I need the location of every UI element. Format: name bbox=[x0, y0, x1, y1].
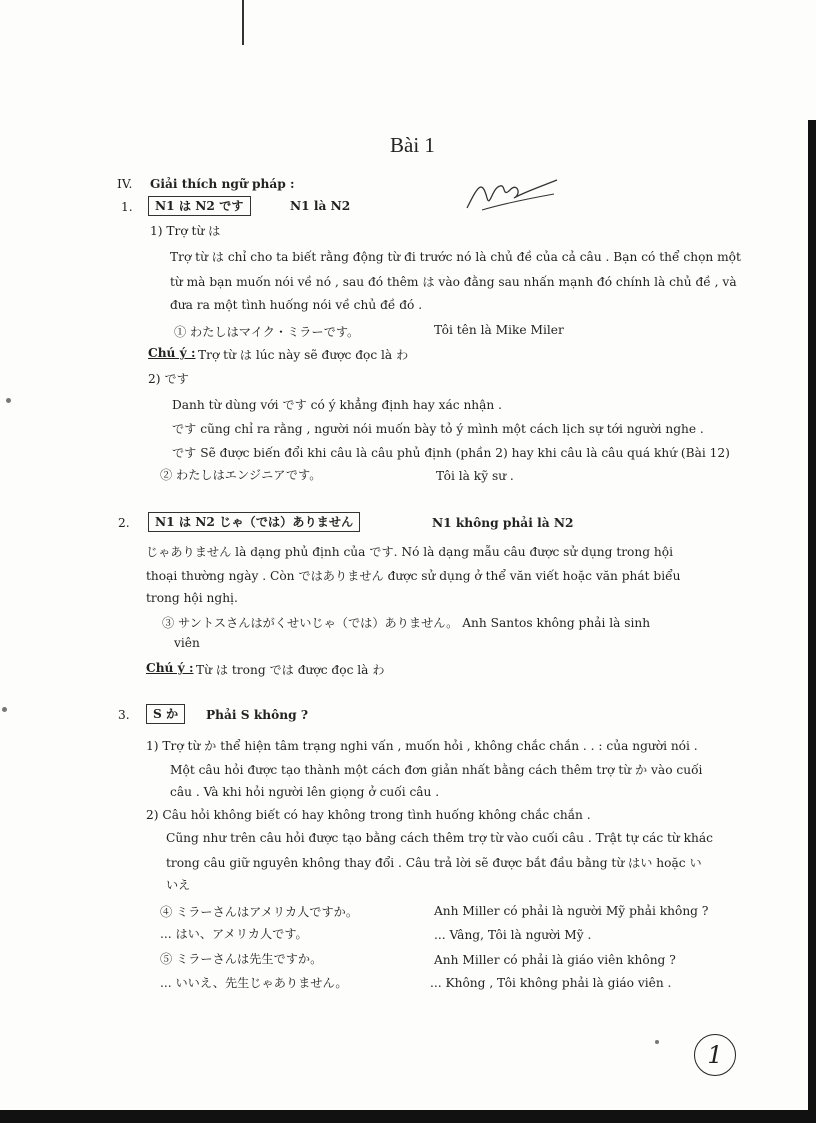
grammar-3-pattern: S か bbox=[146, 704, 185, 724]
scan-speck bbox=[6, 398, 11, 403]
example-2-vi: Tôi là kỹ sư . bbox=[436, 469, 514, 483]
grammar-3-line: 1) Trợ từ か thể hiện tâm trạng nghi vấn , muốn hỏi , không chắc chắn . . : của người nói . bbox=[146, 739, 698, 753]
grammar-2-meaning: N1 không phải là N2 bbox=[432, 516, 574, 530]
grammar-1-sub1-label: 1) Trợ từ は bbox=[150, 224, 221, 238]
grammar-3-number: 3. bbox=[118, 708, 130, 722]
grammar-2-line: じゃありません là dạng phủ định của です. Nó là dạng mẫu câu được sử dụng trong hội bbox=[146, 545, 673, 559]
example-2-jp: ② わたしはエンジニアです。 bbox=[160, 468, 322, 482]
note-1-label: Chú ý : bbox=[148, 346, 196, 360]
note-2-label: Chú ý : bbox=[146, 661, 194, 675]
grammar-1-line: です cũng chỉ ra rằng , người nói muốn bày tỏ ý mình một cách lịch sự tới người nghe . bbox=[172, 422, 704, 436]
scan-edge-right bbox=[808, 120, 816, 1123]
note-1-text: Trợ từ は lúc này sẽ được đọc là わ bbox=[198, 348, 409, 362]
grammar-1-line: Danh từ dùng với です có ý khẳng định hay xác nhận . bbox=[172, 398, 503, 412]
lesson-title: Bài 1 bbox=[390, 133, 435, 157]
section-numeral: IV. bbox=[117, 177, 133, 191]
note-2-text: Từ は trong では được đọc là わ bbox=[196, 663, 385, 677]
grammar-3-meaning: Phải S không ? bbox=[206, 708, 309, 722]
grammar-2-pattern: N1 は N2 じゃ（では）ありません bbox=[148, 512, 360, 532]
example-4-vi: Anh Miller có phải là người Mỹ phải không ? bbox=[434, 904, 709, 918]
example-1-vi: Tôi tên là Mike Miler bbox=[434, 323, 564, 337]
grammar-3-line: 2) Câu hỏi không biết có hay không trong tình huống không chắc chắn . bbox=[146, 808, 591, 822]
grammar-2-line: trong hội nghị. bbox=[146, 591, 238, 605]
example-5-jp: ⑤ ミラーさんは先生ですか。 bbox=[160, 952, 323, 966]
example-3-line: viên bbox=[174, 636, 200, 650]
grammar-3-line: Một câu hỏi được tạo thành một cách đơn giản nhất bằng cách thêm trợ từ か vào cuối bbox=[170, 763, 703, 777]
grammar-1-line: từ mà bạn muốn nói về nó , sau đó thêm は vào đằng sau nhấn mạnh đó chính là chủ đề , và bbox=[170, 275, 737, 289]
example-4-jp: ④ ミラーさんはアメリカ人ですか。 bbox=[160, 905, 359, 919]
grammar-3-line: trong câu giữ nguyên không thay đổi . Câu trả lời sẽ được bắt đầu bằng từ はい hoặc い bbox=[166, 856, 702, 870]
scan-edge-bottom bbox=[0, 1110, 816, 1123]
example-4-answer-vi: ... Vâng, Tôi là người Mỹ . bbox=[434, 928, 592, 942]
grammar-1-line: Trợ từ は chỉ cho ta biết rằng động từ đi trước nó là chủ đề của cả câu . Bạn có thể chọn một bbox=[170, 250, 741, 264]
example-5-answer-jp: ... いいえ、先生じゃありません。 bbox=[160, 976, 348, 990]
signature-icon bbox=[462, 168, 562, 218]
scan-speck bbox=[2, 707, 7, 712]
example-3-line: ③ サントスさんはがくせいじゃ（では）ありません。 Anh Santos không phải là sinh bbox=[162, 616, 651, 630]
grammar-3-line: câu . Và khi hỏi người lên giọng ở cuối câu . bbox=[170, 785, 440, 799]
scan-mark-top bbox=[242, 0, 244, 45]
grammar-1-sub2-label: 2) です bbox=[148, 372, 189, 386]
grammar-2-number: 2. bbox=[118, 516, 130, 530]
scan-speck bbox=[655, 1040, 659, 1044]
example-5-vi: Anh Miller có phải là giáo viên không ? bbox=[434, 953, 676, 967]
grammar-1-meaning: N1 là N2 bbox=[290, 199, 351, 213]
page-number bbox=[694, 1034, 736, 1076]
grammar-1-pattern: N1 は N2 です bbox=[148, 196, 251, 216]
grammar-1-number: 1. bbox=[121, 200, 133, 214]
example-4-answer-jp: ... はい、アメリカ人です。 bbox=[160, 927, 308, 941]
grammar-1-line: です Sẽ được biến đổi khi câu là câu phủ định (phần 2) hay khi câu là câu quá khứ (Bài 12) bbox=[172, 446, 730, 460]
page-number-value: 1 bbox=[707, 1041, 723, 1069]
grammar-3-line: いえ bbox=[166, 878, 191, 892]
grammar-3-line: Cũng như trên câu hỏi được tạo bằng cách thêm trợ từ vào cuối câu . Trật tự các từ khác bbox=[166, 831, 713, 845]
grammar-2-line: thoại thường ngày . Còn ではありません được sử dụng ở thể văn viết hoặc văn phát biểu bbox=[146, 569, 681, 583]
example-1-jp: ① わたしはマイク・ミラーです。 bbox=[174, 325, 360, 339]
grammar-1-line: đưa ra một tình huống nói về chủ đề đó . bbox=[170, 298, 423, 312]
example-5-answer-vi: ... Không , Tôi không phải là giáo viên . bbox=[430, 976, 672, 990]
section-heading: Giải thích ngữ pháp : bbox=[150, 177, 295, 191]
